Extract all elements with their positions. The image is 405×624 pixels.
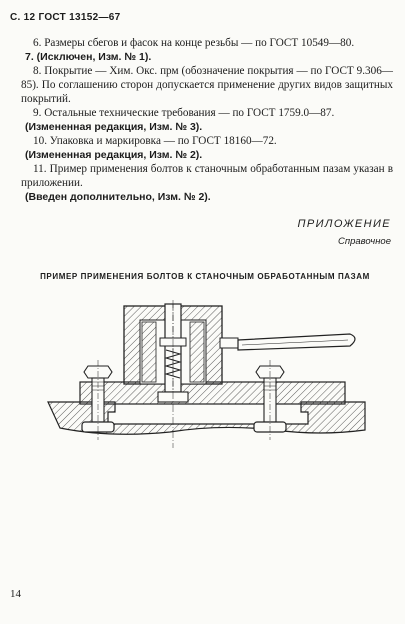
appendix-heading bbox=[298, 218, 391, 247]
paragraph-6: 6. Размеры сбегов и фасок на конце резьбы — по ГОСТ 10549—80. bbox=[33, 37, 355, 49]
editorial-note-2: (Измененная редакция, Изм. № 2). bbox=[25, 149, 203, 161]
page-number: 14 bbox=[10, 588, 21, 600]
page-header: С. 12 ГОСТ 13152—67 bbox=[10, 12, 121, 23]
editorial-note-3: (Измененная редакция, Изм. № 3). bbox=[25, 121, 203, 133]
figure-title: ПРИМЕР ПРИМЕНЕНИЯ БОЛТОВ К СТАНОЧНЫМ ОБРАБОТАННЫМ ПАЗАМ bbox=[40, 272, 370, 281]
paragraph-10: 10. Упаковка и маркировка — по ГОСТ 18160—72. bbox=[33, 135, 277, 147]
clamp-plate bbox=[80, 382, 345, 404]
paragraph-11: 11. Пример применения болтов к станочным обработанным пазам указан в приложении. bbox=[21, 163, 393, 189]
appendix-title: ПРИЛОЖЕНИЕ bbox=[297, 218, 391, 230]
body-text bbox=[21, 36, 393, 204]
technical-drawing bbox=[20, 300, 385, 450]
appendix-subtitle: Справочное bbox=[338, 236, 391, 247]
editorial-note-added: (Введен дополнительно, Изм. № 2). bbox=[25, 191, 211, 203]
paragraph-9: 9. Остальные технические требования — по ГОСТ 1759.0—87. bbox=[33, 107, 335, 119]
paragraph-7-excluded: 7. (Исключен, Изм. № 1). bbox=[25, 51, 152, 63]
handle bbox=[238, 334, 355, 350]
paragraph-8: 8. Покрытие — Хим. Окс. прм (обозначение покрытия — по ГОСТ 9.306—85). По соглашению сторон допускается применение других видов защитных покрытий. bbox=[21, 65, 393, 105]
